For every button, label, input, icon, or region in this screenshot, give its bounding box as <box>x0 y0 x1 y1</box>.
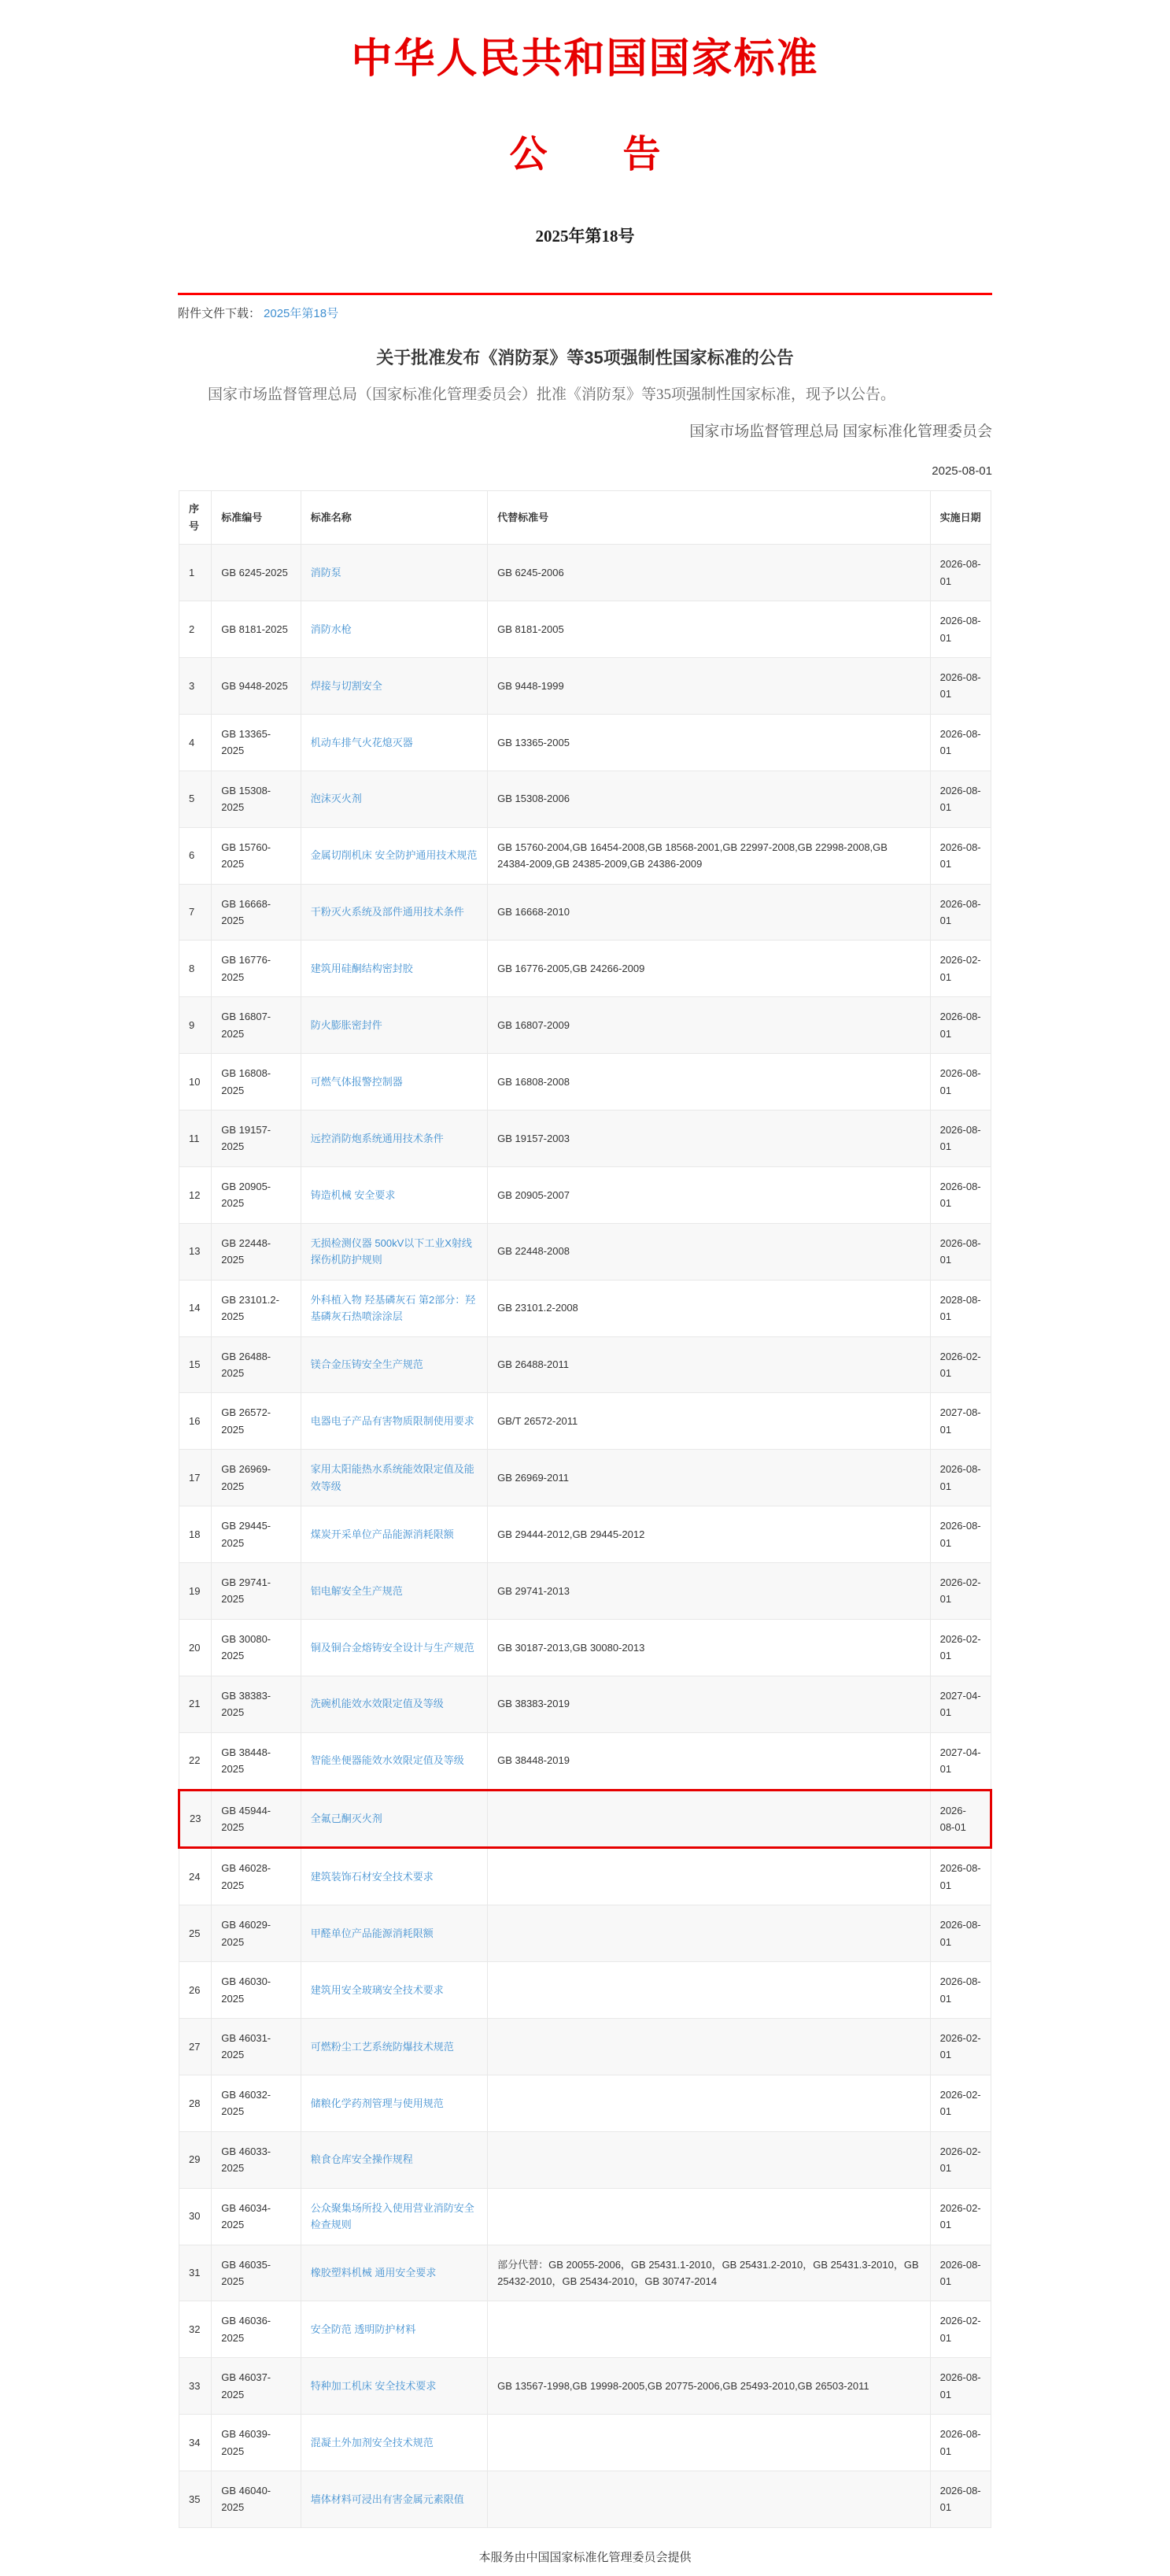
cell-replaced-standards: GB 23101.2-2008 <box>488 1280 930 1336</box>
standard-name-link[interactable]: 全氟己酮灭火剂 <box>310 1813 382 1825</box>
cell-index: 20 <box>179 1619 212 1676</box>
cell-index: 26 <box>179 1962 212 2019</box>
cell-standard-number: GB 16668-2025 <box>212 884 301 941</box>
cell-standard-number: GB 19157-2025 <box>212 1111 301 1167</box>
cell-replaced-standards: GB 26488-2011 <box>488 1336 930 1393</box>
cell-replaced-standards: GB 19157-2003 <box>488 1111 930 1167</box>
table-row <box>179 658 991 715</box>
cell-index: 1 <box>179 545 212 601</box>
issuing-authority: 国家市场监督管理总局 国家标准化管理委员会 <box>689 423 992 441</box>
cell-index: 25 <box>179 1905 212 1962</box>
cell-standard-number: GB 20905-2025 <box>212 1166 301 1223</box>
standard-name-link[interactable]: 甲醛单位产品能源消耗限额 <box>310 1927 434 1939</box>
cell-standard-number: GB 16776-2025 <box>212 941 301 997</box>
cell-standard-number: GB 46037-2025 <box>212 2358 301 2415</box>
standard-name-link[interactable]: 镁合金压铸安全生产规范 <box>310 1358 423 1371</box>
announcement-date: 2025-08-01 <box>932 464 992 479</box>
table-row <box>179 1848 991 1905</box>
cell-implementation-date: 2026-08-01 <box>930 2358 991 2415</box>
table-row <box>179 1506 991 1563</box>
standard-name-link[interactable]: 建筑用硅酮结构密封胶 <box>310 963 413 975</box>
table-row <box>179 1790 991 1848</box>
cell-implementation-date: 2026-02-01 <box>930 2075 991 2131</box>
cell-standard-name <box>301 1962 487 2019</box>
cell-implementation-date: 2026-08-01 <box>930 601 991 658</box>
cell-index: 13 <box>179 1223 212 1280</box>
table-row <box>179 1111 991 1167</box>
cell-replaced-standards <box>488 2301 930 2358</box>
cell-replaced-standards: GB 15760-2004,GB 16454-2008,GB 18568-2001,GB 22997-2008,GB 22998-2008,GB 24384-2009,GB 24385-2009,GB 24386-2009 <box>488 827 930 884</box>
column-header: 代替标准号 <box>488 491 930 545</box>
cell-implementation-date: 2026-08-01 <box>930 1905 991 1962</box>
standard-name-link[interactable]: 橡胶塑料机械 通用安全要求 <box>310 2267 437 2279</box>
cell-replaced-standards: GB 26969-2011 <box>488 1450 930 1506</box>
cell-replaced-standards <box>488 2471 930 2528</box>
cell-standard-number: GB 45944-2025 <box>212 1790 301 1848</box>
cell-implementation-date: 2026-08-01 <box>930 1848 991 1905</box>
cell-implementation-date: 2026-08-01 <box>930 997 991 1054</box>
cell-replaced-standards: GB 20905-2007 <box>488 1166 930 1223</box>
standard-name-link[interactable]: 公众聚集场所投入使用营业消防安全检查规则 <box>310 2201 474 2231</box>
standard-name-link[interactable]: 建筑用安全玻璃安全技术要求 <box>310 1983 444 1996</box>
cell-replaced-standards: GB 6245-2006 <box>488 545 930 601</box>
cell-replaced-standards: GB 8181-2005 <box>488 601 930 658</box>
standard-name-link[interactable]: 混凝土外加剂安全技术规范 <box>310 2436 434 2448</box>
cell-standard-name <box>301 1393 487 1450</box>
cell-index: 8 <box>179 941 212 997</box>
cell-standard-name <box>301 2301 487 2358</box>
standard-name-link[interactable]: 电器电子产品有害物质限制使用要求 <box>310 1415 474 1428</box>
cell-index: 2 <box>179 601 212 658</box>
cell-standard-name <box>301 2358 487 2415</box>
standard-name-link[interactable]: 储粮化学药剂管理与使用规范 <box>310 2097 444 2109</box>
cell-replaced-standards: GB 29444-2012,GB 29445-2012 <box>488 1506 930 1563</box>
cell-replaced-standards: GB 16808-2008 <box>488 1054 930 1111</box>
table-row <box>179 601 991 658</box>
cell-standard-name <box>301 1223 487 1280</box>
cell-replaced-standards: GB 38448-2019 <box>488 1732 930 1790</box>
cell-implementation-date: 2026-02-01 <box>930 2019 991 2075</box>
cell-index: 29 <box>179 2131 212 2188</box>
cell-standard-number: GB 46031-2025 <box>212 2019 301 2075</box>
standard-name-link[interactable]: 焊接与切割安全 <box>310 679 382 692</box>
column-header: 标准名称 <box>301 491 487 545</box>
cell-standard-name <box>301 1336 487 1393</box>
standard-name-link[interactable]: 消防泵 <box>310 566 341 578</box>
table-row <box>179 1336 991 1393</box>
cell-replaced-standards <box>488 2075 930 2131</box>
cell-standard-number: GB 16807-2025 <box>212 997 301 1054</box>
cell-implementation-date: 2026-08-01 <box>930 1506 991 1563</box>
column-header: 实施日期 <box>930 491 991 545</box>
standard-name-link[interactable]: 墙体材料可浸出有害金属元素限值 <box>310 2493 464 2505</box>
cell-standard-name <box>301 771 487 827</box>
cell-replaced-standards <box>488 1848 930 1905</box>
cell-index: 28 <box>179 2075 212 2131</box>
cell-implementation-date: 2027-04-01 <box>930 1732 991 1790</box>
cell-standard-name <box>301 1905 487 1962</box>
cell-standard-number: GB 26488-2025 <box>212 1336 301 1393</box>
table-row <box>179 1280 991 1336</box>
cell-standard-number: GB 13365-2025 <box>212 714 301 771</box>
cell-index: 35 <box>179 2471 212 2528</box>
cell-index: 23 <box>179 1790 212 1848</box>
cell-standard-number: GB 46032-2025 <box>212 2075 301 2131</box>
cell-implementation-date: 2026-02-01 <box>930 1563 991 1620</box>
cell-index: 30 <box>179 2188 212 2245</box>
cell-index: 6 <box>179 827 212 884</box>
cell-index: 21 <box>179 1676 212 1732</box>
cell-index: 11 <box>179 1111 212 1167</box>
cell-index: 3 <box>179 658 212 715</box>
cell-index: 16 <box>179 1393 212 1450</box>
cell-replaced-standards: GB 9448-1999 <box>488 658 930 715</box>
cell-replaced-standards <box>488 2019 930 2075</box>
cell-standard-name <box>301 1790 487 1848</box>
standard-name-link[interactable]: 铝电解安全生产规范 <box>310 1584 403 1597</box>
cell-replaced-standards <box>488 2415 930 2471</box>
cell-standard-number: GB 46028-2025 <box>212 1848 301 1905</box>
cell-replaced-standards: GB 16776-2005,GB 24266-2009 <box>488 941 930 997</box>
announcement-body: 国家市场监督管理总局（国家标准化管理委员会）批准《消防泵》等35项强制性国家标准，现予以公告。 <box>208 386 896 403</box>
cell-index: 33 <box>179 2358 212 2415</box>
table-row <box>179 1166 991 1223</box>
table-row <box>179 1732 991 1790</box>
cell-standard-name <box>301 2471 487 2528</box>
cell-standard-name <box>301 884 487 941</box>
cell-standard-name <box>301 1450 487 1506</box>
standard-name-link[interactable]: 家用太阳能热水系统能效限定值及能效等级 <box>310 1463 474 1492</box>
cell-implementation-date: 2026-08-01 <box>930 827 991 884</box>
cell-standard-number: GB 8181-2025 <box>212 601 301 658</box>
table-header-row <box>179 491 991 545</box>
cell-implementation-date: 2026-02-01 <box>930 2131 991 2188</box>
cell-standard-name <box>301 1848 487 1905</box>
cell-index: 15 <box>179 1336 212 1393</box>
cell-implementation-date: 2026-08-01 <box>930 1111 991 1167</box>
cell-standard-name <box>301 1280 487 1336</box>
cell-standard-number: GB 16808-2025 <box>212 1054 301 1111</box>
cell-implementation-date: 2026-02-01 <box>930 2188 991 2245</box>
cell-standard-name <box>301 2245 487 2301</box>
issue-number: 2025年第18号 <box>535 227 635 246</box>
cell-standard-name <box>301 1506 487 1563</box>
attachment-row <box>178 305 992 321</box>
cell-index: 9 <box>179 997 212 1054</box>
cell-index: 34 <box>179 2415 212 2471</box>
standards-table <box>178 490 992 2528</box>
table-row <box>179 2301 991 2358</box>
table-row <box>179 2188 991 2245</box>
cell-standard-number: GB 46039-2025 <box>212 2415 301 2471</box>
cell-standard-name <box>301 2075 487 2131</box>
cell-implementation-date: 2026-08-01 <box>930 2245 991 2301</box>
table-row <box>179 1619 991 1676</box>
cell-replaced-standards: GB 13567-1998,GB 19998-2005,GB 20775-2006,GB 25493-2010,GB 26503-2011 <box>488 2358 930 2415</box>
cell-standard-number: GB 46034-2025 <box>212 2188 301 2245</box>
cell-implementation-date: 2026-08-01 <box>930 771 991 827</box>
announcement-word: 公 告 <box>509 134 661 176</box>
cell-index: 32 <box>179 2301 212 2358</box>
cell-replaced-standards: GB 30187-2013,GB 30080-2013 <box>488 1619 930 1676</box>
cell-implementation-date: 2026-08-01 <box>930 884 991 941</box>
table-row <box>179 1223 991 1280</box>
cell-replaced-standards: GB/T 26572-2011 <box>488 1393 930 1450</box>
table-row <box>179 2019 991 2075</box>
cell-standard-name <box>301 1676 487 1732</box>
table-row <box>179 1962 991 2019</box>
cell-standard-number: GB 30080-2025 <box>212 1619 301 1676</box>
cell-standard-name <box>301 1054 487 1111</box>
cell-standard-number: GB 46040-2025 <box>212 2471 301 2528</box>
cell-standard-name <box>301 545 487 601</box>
cell-replaced-standards: GB 15308-2006 <box>488 771 930 827</box>
cell-implementation-date: 2026-08-01 <box>930 658 991 715</box>
attachment-label: 附件文件下载： <box>178 307 261 320</box>
cell-replaced-standards: GB 16668-2010 <box>488 884 930 941</box>
cell-standard-number: GB 38448-2025 <box>212 1732 301 1790</box>
cell-standard-name <box>301 714 487 771</box>
table-row <box>179 1450 991 1506</box>
standard-name-link[interactable]: 远控消防炮系统通用技术条件 <box>310 1132 444 1144</box>
table-row <box>179 771 991 827</box>
table-row <box>179 714 991 771</box>
cell-standard-name <box>301 827 487 884</box>
cell-implementation-date: 2026-08-01 <box>930 1223 991 1280</box>
table-row <box>179 1054 991 1111</box>
cell-index: 24 <box>179 1848 212 1905</box>
red-divider <box>178 293 992 295</box>
cell-replaced-standards: GB 22448-2008 <box>488 1223 930 1280</box>
table-row <box>179 941 991 997</box>
cell-index: 17 <box>179 1450 212 1506</box>
cell-replaced-standards: GB 16807-2009 <box>488 997 930 1054</box>
cell-standard-number: GB 26969-2025 <box>212 1450 301 1506</box>
cell-index: 27 <box>179 2019 212 2075</box>
cell-replaced-standards: GB 38383-2019 <box>488 1676 930 1732</box>
cell-implementation-date: 2026-08-01 <box>930 1450 991 1506</box>
standard-name-link[interactable]: 智能坐便器能效水效限定值及等级 <box>310 1754 464 1767</box>
column-header: 标准编号 <box>212 491 301 545</box>
column-header: 序号 <box>179 491 212 545</box>
standard-name-link[interactable]: 无损检测仪器 500kV以下工业X射线探伤机防护规则 <box>310 1236 472 1266</box>
cell-standard-name <box>301 941 487 997</box>
cell-standard-name <box>301 2131 487 2188</box>
cell-standard-name <box>301 1166 487 1223</box>
cell-replaced-standards: 部分代替：GB 20055-2006，GB 25431.1-2010，GB 25431.2-2010，GB 25431.3-2010，GB 25432-2010，GB 25434-2010，GB 30747-2014 <box>488 2245 930 2301</box>
cell-replaced-standards <box>488 2131 930 2188</box>
cell-implementation-date: 2026-08-01 <box>930 545 991 601</box>
cell-implementation-date: 2026-08-01 <box>930 1790 991 1848</box>
standard-name-link[interactable]: 可燃粉尘工艺系统防爆技术规范 <box>310 2040 454 2053</box>
table-row <box>179 2471 991 2528</box>
table-row <box>179 2075 991 2131</box>
cell-standard-name <box>301 997 487 1054</box>
cell-standard-number: GB 23101.2-2025 <box>212 1280 301 1336</box>
cell-index: 7 <box>179 884 212 941</box>
cell-implementation-date: 2026-02-01 <box>930 1336 991 1393</box>
standard-name-link[interactable]: 铜及铜合金熔铸安全设计与生产规范 <box>310 1641 474 1654</box>
cell-standard-name <box>301 1111 487 1167</box>
announcement-title: 关于批准发布《消防泵》等35项强制性国家标准的公告 <box>376 348 794 368</box>
standard-name-link[interactable]: 安全防范 透明防护材料 <box>310 2323 416 2336</box>
cell-implementation-date: 2026-02-01 <box>930 2301 991 2358</box>
standard-name-link[interactable]: 可燃气体报警控制器 <box>310 1075 403 1088</box>
table-body <box>179 545 991 2528</box>
standard-name-link[interactable]: 外科植入物 羟基磷灰石 第2部分：羟基磷灰石热喷涂涂层 <box>310 1293 476 1323</box>
cell-standard-number: GB 22448-2025 <box>212 1223 301 1280</box>
cell-standard-number: GB 46033-2025 <box>212 2131 301 2188</box>
cell-standard-number: GB 6245-2025 <box>212 545 301 601</box>
standard-name-link[interactable]: 建筑装饰石材安全技术要求 <box>310 1871 434 1883</box>
cell-implementation-date: 2026-02-01 <box>930 1619 991 1676</box>
cell-replaced-standards <box>488 1905 930 1962</box>
cell-replaced-standards <box>488 2188 930 2245</box>
cell-standard-name <box>301 658 487 715</box>
cell-standard-name <box>301 1732 487 1790</box>
cell-index: 31 <box>179 2245 212 2301</box>
standard-name-link[interactable]: 粮食仓库安全操作规程 <box>310 2153 413 2166</box>
cell-standard-number: GB 46036-2025 <box>212 2301 301 2358</box>
cell-index: 12 <box>179 1166 212 1223</box>
cell-standard-number: GB 46035-2025 <box>212 2245 301 2301</box>
standard-name-link[interactable]: 洗碗机能效水效限定值及等级 <box>310 1698 444 1710</box>
cell-standard-name <box>301 2188 487 2245</box>
cell-standard-number: GB 29741-2025 <box>212 1563 301 1620</box>
table-row <box>179 1393 991 1450</box>
cell-standard-name <box>301 2415 487 2471</box>
cell-replaced-standards: GB 29741-2013 <box>488 1563 930 1620</box>
table-row <box>179 545 991 601</box>
cell-index: 10 <box>179 1054 212 1111</box>
table-row <box>179 2358 991 2415</box>
cell-index: 4 <box>179 714 212 771</box>
cell-implementation-date: 2028-08-01 <box>930 1280 991 1336</box>
table-row <box>179 2131 991 2188</box>
standard-name-link[interactable]: 特种加工机床 安全技术要求 <box>310 2379 437 2392</box>
cell-standard-number: GB 26572-2025 <box>212 1393 301 1450</box>
table-row <box>179 827 991 884</box>
table-row <box>179 884 991 941</box>
cell-implementation-date: 2027-08-01 <box>930 1393 991 1450</box>
cell-standard-name <box>301 2019 487 2075</box>
page-title: 中华人民共和国国家标准 <box>351 37 819 82</box>
standard-name-link[interactable]: 干粉灭火系统及部件通用技术条件 <box>310 906 464 918</box>
cell-standard-name <box>301 1619 487 1676</box>
cell-standard-number: GB 46029-2025 <box>212 1905 301 1962</box>
cell-index: 18 <box>179 1506 212 1563</box>
cell-implementation-date: 2026-08-01 <box>930 1054 991 1111</box>
standard-name-link[interactable]: 煤炭开采单位产品能源消耗限额 <box>310 1528 454 1540</box>
footer-text: 本服务由中国国家标准化管理委员会提供 <box>478 2550 692 2564</box>
standard-name-link[interactable]: 铸造机械 安全要求 <box>310 1188 396 1201</box>
table-row <box>179 1905 991 1962</box>
cell-implementation-date: 2026-02-01 <box>930 941 991 997</box>
cell-replaced-standards: GB 13365-2005 <box>488 714 930 771</box>
cell-standard-name <box>301 1563 487 1620</box>
standard-name-link[interactable]: 防火膨胀密封件 <box>310 1018 382 1031</box>
table-row <box>179 2415 991 2471</box>
cell-replaced-standards <box>488 1790 930 1848</box>
cell-standard-number: GB 15760-2025 <box>212 827 301 884</box>
standard-name-link[interactable]: 机动车排气火花熄灭器 <box>310 736 413 748</box>
cell-implementation-date: 2026-08-01 <box>930 1962 991 2019</box>
cell-implementation-date: 2026-08-01 <box>930 714 991 771</box>
standard-name-link[interactable]: 金属切削机床 安全防护通用技术规范 <box>310 849 478 862</box>
cell-standard-number: GB 29445-2025 <box>212 1506 301 1563</box>
announcement-page <box>178 0 992 2576</box>
cell-implementation-date: 2026-08-01 <box>930 2471 991 2528</box>
cell-standard-number: GB 38383-2025 <box>212 1676 301 1732</box>
table-row <box>179 997 991 1054</box>
cell-index: 14 <box>179 1280 212 1336</box>
attachment-link[interactable]: 2025年第18号 <box>264 307 339 320</box>
cell-standard-number: GB 15308-2025 <box>212 771 301 827</box>
cell-index: 5 <box>179 771 212 827</box>
cell-index: 19 <box>179 1563 212 1620</box>
cell-standard-number: GB 9448-2025 <box>212 658 301 715</box>
cell-implementation-date: 2026-08-01 <box>930 1166 991 1223</box>
table-row <box>179 1563 991 1620</box>
cell-implementation-date: 2027-04-01 <box>930 1676 991 1732</box>
cell-index: 22 <box>179 1732 212 1790</box>
standard-name-link[interactable]: 消防水枪 <box>310 623 352 635</box>
standard-name-link[interactable]: 泡沫灭火剂 <box>310 793 362 805</box>
cell-standard-number: GB 46030-2025 <box>212 1962 301 2019</box>
table-row <box>179 1676 991 1732</box>
table-row <box>179 2245 991 2301</box>
cell-standard-name <box>301 601 487 658</box>
cell-implementation-date: 2026-08-01 <box>930 2415 991 2471</box>
cell-replaced-standards <box>488 1962 930 2019</box>
